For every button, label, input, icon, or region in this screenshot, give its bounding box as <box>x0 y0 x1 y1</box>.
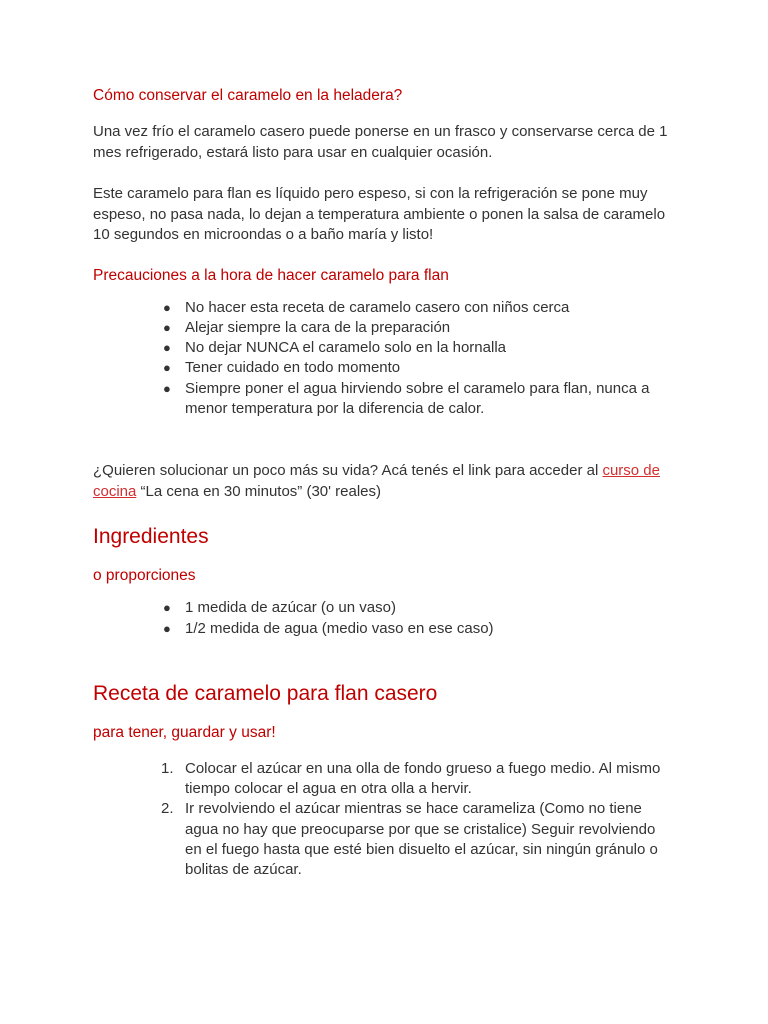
subheading-receta: para tener, guardar y usar! <box>93 723 276 741</box>
list-item: ● 1/2 medida de agua (medio vaso en ese caso) <box>93 619 673 639</box>
list-item: ● Siempre poner el agua hirviendo sobre el caramelo para flan, nunca a menor temperatura por la diferencia de calor. <box>163 379 650 417</box>
list-item: 1. Colocar el azúcar en una olla de fondo grueso a fuego medio. Al mismo tiempo colocar el agua en otra olla a hervir. <box>161 759 661 798</box>
paragraph-conservar-1: Una vez frío el caramelo casero puede ponerse en un frasco y conservarse cerca de 1 mes refrigerado, estará listo para usar en cualquier ocasión. <box>93 123 668 161</box>
list-item: ● Tener cuidado en todo momento <box>93 358 673 378</box>
receta-steps <box>93 759 673 881</box>
list-item: ● Alejar siempre la cara de la preparación <box>93 318 673 338</box>
promo-paragraph: ¿Quieren solucionar un poco más su vida? Acá tenés el link para acceder al curso de cocina “La cena en 30 minutos” (30' reales) <box>93 462 660 500</box>
heading-precauciones: Precauciones a la hora de hacer caramelo para flan <box>93 266 449 284</box>
heading-ingredientes: Ingredientes <box>93 525 209 549</box>
bullet-icon: ● <box>163 600 171 616</box>
bullet-icon: ● <box>163 299 171 315</box>
curso-de-cocina-link[interactable]: curso de cocina <box>93 462 660 500</box>
subheading-proporciones: o proporciones <box>93 567 196 585</box>
bullet-icon: ● <box>163 360 171 376</box>
list-item: ● No dejar NUNCA el caramelo solo en la hornalla <box>93 338 673 358</box>
heading-receta: Receta de caramelo para flan casero <box>93 681 438 705</box>
bullet-icon: ● <box>163 319 171 335</box>
list-item: ● 1 medida de azúcar (o un vaso) <box>93 598 673 618</box>
bullet-icon: ● <box>163 380 171 396</box>
ingredientes-list <box>93 598 673 639</box>
list-item: ● No hacer esta receta de caramelo casero con niños cerca <box>93 298 673 318</box>
paragraph-conservar-2: Este caramelo para flan es líquido pero espeso, si con la refrigeración se pone muy espeso, no pasa nada, lo dejan a temperatura ambiente o ponen la salsa de caramelo 10 segundos en microondas o a baño maría y listo! <box>93 185 666 243</box>
list-item: 2. Ir revolviendo el azúcar mientras se hace carameliza (Como no tiene agua no hay que preocuparse por que se cristalice) Seguir revolviendo en el fuego hasta que esté bien disuelto el azúcar, sin ningún gránulo o bolitas de azúcar. <box>161 800 658 879</box>
bullet-icon: ● <box>163 340 171 356</box>
bullet-icon: ● <box>163 620 171 636</box>
precauciones-list <box>93 298 673 420</box>
step-number: 1. <box>161 759 174 777</box>
document-page <box>93 84 673 881</box>
step-number: 2. <box>161 800 174 818</box>
heading-conservar: Cómo conservar el caramelo en la heladera? <box>93 87 403 104</box>
